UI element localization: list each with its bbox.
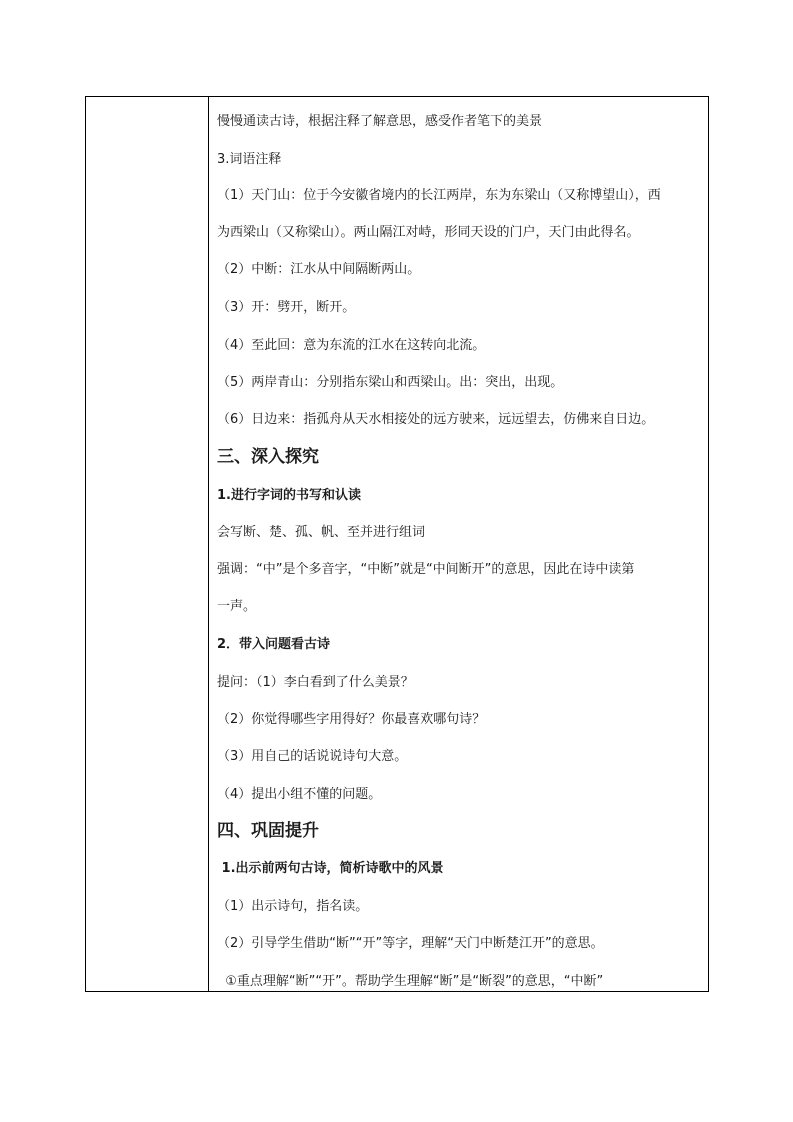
text-line: （3）开：劈开，断开。 [217, 300, 356, 315]
text-line: 一声。 [217, 599, 257, 614]
text-line: 为西梁山（又称梁山）。两山隔江对峙，形同天设的门户，天门由此得名。 [217, 225, 640, 240]
section-heading: 三、深入探究 [217, 447, 319, 467]
text-line: 提问：（1）李白看到了什么美景？ [217, 675, 414, 690]
section-heading: 四、巩固提升 [217, 821, 319, 841]
text-line: （6）日边来：指孤舟从天水相接处的远方驶来，远远望去，仿佛来自日边。 [217, 412, 655, 427]
text-line: （1）出示诗句，指名读。 [217, 899, 369, 914]
text-line: 慢慢通读古诗，根据注释了解意思，感受作者笔下的美景 [217, 114, 543, 129]
section-label: 3.词语注释 [217, 152, 282, 167]
subsection-heading: 2．带入问题看古诗 [217, 637, 331, 652]
lesson-table [85, 96, 709, 992]
text-line: （4）提出小组不懂的问题。 [217, 787, 382, 802]
text-line: 强调：“中”是个多音字，“中断”就是“中间断开”的意思，因此在诗中读第 [217, 562, 635, 577]
text-line: ①重点理解“断”“开”。帮助学生理解“断”是“断裂”的意思，“中断” [217, 974, 604, 989]
text-line: （3）用自己的话说说诗句大意。 [217, 749, 408, 764]
text-line: （1）天门山：位于今安徽省境内的长江两岸，东为东梁山（又称博望山），西 [217, 188, 661, 203]
column-divider [208, 97, 209, 991]
subsection-heading: 1.进行字词的书写和认读 [217, 488, 361, 503]
text-line: （2）中断：江水从中间隔断两山。 [217, 262, 421, 277]
text-line: （2）引导学生借助“断”“开”等字，理解“天门中断楚江开”的意思。 [217, 936, 604, 951]
text-line: （4）至此回：意为东流的江水在这转向北流。 [217, 338, 486, 353]
subsection-heading: 1.出示前两句古诗，简析诗歌中的风景 [217, 861, 444, 876]
text-line: （2）你觉得哪些字用得好？你最喜欢哪句诗？ [217, 712, 486, 727]
text-line: 会写断、楚、孤、帆、至并进行组词 [217, 525, 426, 540]
text-line: （5）两岸青山：分别指东梁山和西梁山。出：突出，出现。 [217, 375, 564, 390]
